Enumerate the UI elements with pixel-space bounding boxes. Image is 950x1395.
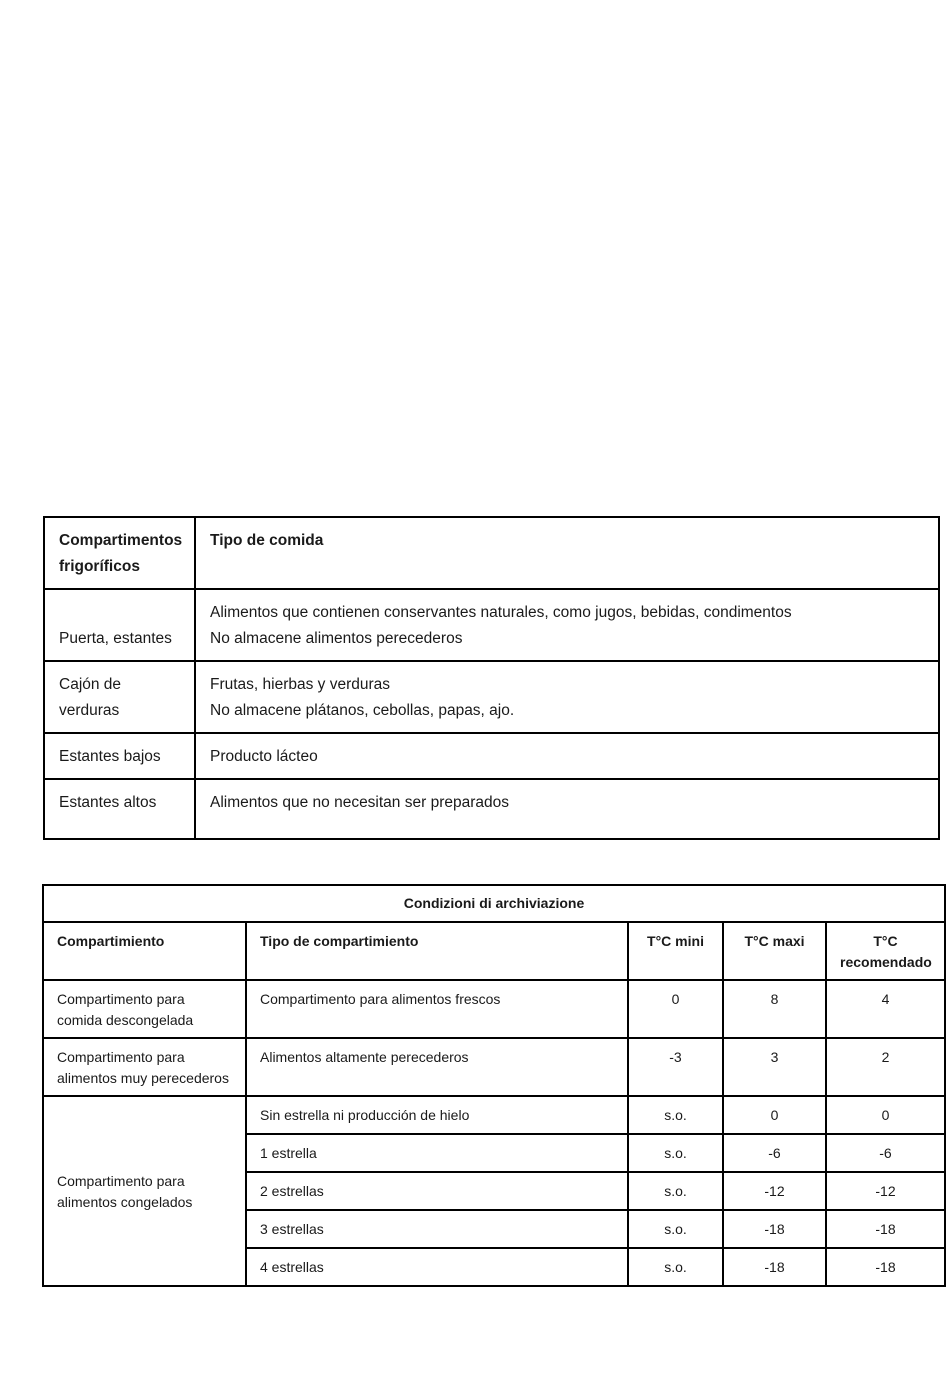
header-compartments: Compartimentos frigoríficos — [44, 517, 195, 589]
compartment-cell: Compartimento para comida descongelada — [43, 980, 246, 1038]
temp-max-cell: -18 — [723, 1210, 826, 1248]
compartment-cell: Compartimento para alimentos muy perecederos — [43, 1038, 246, 1096]
temp-min-cell: s.o. — [628, 1134, 723, 1172]
header-food-type: Tipo de comida — [195, 517, 939, 589]
conditions-title: Condizioni di archiviazione — [43, 885, 945, 922]
fridge-table-header-row — [44, 517, 939, 589]
storage-conditions-table — [42, 884, 946, 1287]
compartment-cell: Cajón de verduras — [44, 661, 195, 733]
temp-min-cell: 0 — [628, 980, 723, 1038]
temp-recommended-cell: -18 — [826, 1210, 945, 1248]
compartment-type-cell: 2 estrellas — [246, 1172, 628, 1210]
food-type-cell — [195, 779, 939, 839]
temp-min-cell: s.o. — [628, 1172, 723, 1210]
food-type-line: Alimentos que contienen conservantes naturales, como jugos, bebidas, condimentos — [210, 604, 792, 621]
food-type-cell — [195, 733, 939, 779]
conditions-title-row — [43, 885, 945, 922]
table-row — [43, 1096, 945, 1134]
food-type-line: No almacene alimentos perecederos — [210, 630, 463, 647]
temp-max-cell: 0 — [723, 1096, 826, 1134]
compartment-type-cell: Compartimento para alimentos frescos — [246, 980, 628, 1038]
frozen-compartment-cell: Compartimento para alimentos congelados — [43, 1096, 246, 1286]
fridge-compartments-table — [43, 516, 940, 840]
table-row — [44, 589, 939, 661]
header-compartment-type: Tipo de compartimiento — [246, 922, 628, 980]
header-temp-min: T°C mini — [628, 922, 723, 980]
compartment-cell: Estantes altos — [44, 779, 195, 839]
temp-max-cell: 3 — [723, 1038, 826, 1096]
temp-recommended-cell: -12 — [826, 1172, 945, 1210]
temp-min-cell: -3 — [628, 1038, 723, 1096]
temp-max-cell: -6 — [723, 1134, 826, 1172]
header-temp-max: T°C maxi — [723, 922, 826, 980]
food-type-cell — [195, 589, 939, 661]
temp-max-cell: -12 — [723, 1172, 826, 1210]
compartment-cell: Puerta, estantes — [44, 589, 195, 661]
food-type-cell — [195, 661, 939, 733]
compartment-type-cell: Alimentos altamente perecederos — [246, 1038, 628, 1096]
compartment-type-cell: 4 estrellas — [246, 1248, 628, 1286]
table-row — [44, 733, 939, 779]
temp-max-cell: -18 — [723, 1248, 826, 1286]
header-compartment: Compartimiento — [43, 922, 246, 980]
temp-min-cell: s.o. — [628, 1210, 723, 1248]
temp-max-cell: 8 — [723, 980, 826, 1038]
compartment-type-cell: 1 estrella — [246, 1134, 628, 1172]
compartment-type-cell: 3 estrellas — [246, 1210, 628, 1248]
compartment-type-cell: Sin estrella ni producción de hielo — [246, 1096, 628, 1134]
table-row — [44, 779, 939, 839]
table-row — [43, 980, 945, 1038]
food-type-line: Producto lácteo — [210, 748, 318, 765]
temp-min-cell: s.o. — [628, 1096, 723, 1134]
conditions-header-row — [43, 922, 945, 980]
temp-recommended-cell: -6 — [826, 1134, 945, 1172]
temp-recommended-cell: 4 — [826, 980, 945, 1038]
temp-recommended-cell: 0 — [826, 1096, 945, 1134]
food-type-line: Frutas, hierbas y verduras — [210, 676, 391, 693]
temp-recommended-cell: 2 — [826, 1038, 945, 1096]
food-type-line: Alimentos que no necesitan ser preparados — [210, 794, 509, 811]
compartment-cell: Estantes bajos — [44, 733, 195, 779]
temp-recommended-cell: -18 — [826, 1248, 945, 1286]
table-row — [43, 1038, 945, 1096]
header-temp-recommended: T°C recomendado — [826, 922, 945, 980]
food-type-line: No almacene plátanos, cebollas, papas, ajo. — [210, 702, 515, 719]
temp-min-cell: s.o. — [628, 1248, 723, 1286]
table-row — [44, 661, 939, 733]
